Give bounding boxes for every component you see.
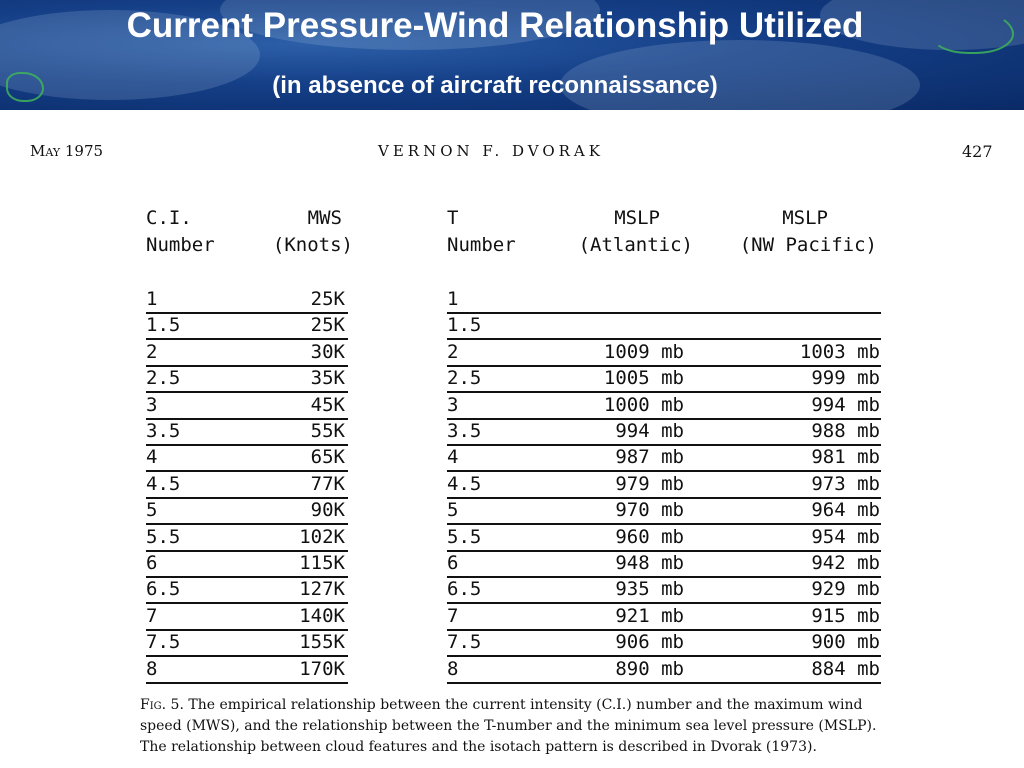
mslp-nw-pacific-header-line1: MSLP bbox=[782, 207, 828, 229]
t-number-cell: 6 bbox=[447, 552, 459, 574]
mslp-nw-pacific-cell: 999 mb bbox=[811, 367, 880, 390]
running-head-author: VERNON F. DVORAK bbox=[378, 142, 604, 160]
ci-number-cell: 5.5 bbox=[146, 525, 181, 548]
mslp-atlantic-cell: 935 mb bbox=[615, 578, 684, 601]
ci-number-cell: 6 bbox=[146, 552, 158, 574]
mslp-atlantic-cell: 987 mb bbox=[615, 446, 684, 469]
mslp-atlantic-header-line1: MSLP bbox=[614, 207, 660, 229]
mws-header-line1: MWS bbox=[307, 207, 342, 229]
t-number-cell: 7.5 bbox=[447, 631, 482, 654]
row-rule bbox=[447, 682, 881, 684]
mws-cell: 170K bbox=[299, 657, 345, 680]
t-number-cell: 3 bbox=[447, 393, 459, 416]
ci-number-cell: 2.5 bbox=[146, 367, 181, 390]
mws-cell: 102K bbox=[299, 525, 345, 548]
t-number-cell: 1 bbox=[447, 288, 459, 310]
mws-cell: 55K bbox=[310, 420, 345, 442]
t-number-cell: 1.5 bbox=[447, 314, 482, 337]
ci-number-cell: 4.5 bbox=[146, 472, 181, 495]
mws-cell: 25K bbox=[310, 314, 345, 337]
ci-number-cell: 1.5 bbox=[146, 314, 181, 337]
ci-number-cell: 3 bbox=[146, 393, 158, 416]
mslp-nw-pacific-cell: 994 mb bbox=[811, 393, 880, 416]
mslp-atlantic-cell: 906 mb bbox=[615, 631, 684, 654]
figure-caption bbox=[140, 695, 890, 758]
t-header-line2: Number bbox=[447, 234, 516, 256]
mslp-nw-pacific-cell: 981 mb bbox=[811, 446, 880, 469]
mslp-nw-pacific-cell: 900 mb bbox=[811, 631, 880, 654]
slide-header bbox=[0, 0, 1024, 110]
t-number-cell: 2.5 bbox=[447, 367, 482, 390]
scanned-page bbox=[0, 110, 1024, 768]
mslp-nw-pacific-cell: 973 mb bbox=[811, 472, 880, 495]
mws-cell: 35K bbox=[310, 367, 345, 390]
mws-cell: 155K bbox=[299, 631, 345, 654]
mslp-atlantic-header-line2: (Atlantic) bbox=[578, 234, 693, 256]
ci-header-line2: Number bbox=[146, 234, 215, 256]
mslp-nw-pacific-cell: 964 mb bbox=[811, 499, 880, 522]
t-number-cell: 6.5 bbox=[447, 578, 482, 601]
mslp-atlantic-cell: 979 mb bbox=[615, 472, 684, 495]
ci-number-cell: 8 bbox=[146, 657, 158, 680]
mws-cell: 115K bbox=[299, 552, 345, 574]
figure-label: Fig. 5. bbox=[140, 697, 184, 713]
ci-number-cell: 2 bbox=[146, 340, 158, 363]
running-head-date: May 1975 bbox=[30, 142, 104, 160]
t-header-line1: T bbox=[447, 207, 459, 229]
mslp-atlantic-cell: 890 mb bbox=[615, 657, 684, 680]
mslp-atlantic-cell: 970 mb bbox=[615, 499, 684, 522]
ci-number-cell: 4 bbox=[146, 446, 158, 469]
mslp-nw-pacific-cell: 1003 mb bbox=[799, 340, 880, 363]
running-head-page-number: 427 bbox=[962, 142, 993, 161]
row-rule bbox=[146, 682, 348, 684]
mslp-nw-pacific-cell: 884 mb bbox=[811, 657, 880, 680]
ci-number-cell: 3.5 bbox=[146, 420, 181, 442]
ci-number-cell: 7.5 bbox=[146, 631, 181, 654]
ci-number-cell: 7 bbox=[146, 604, 158, 627]
mslp-atlantic-cell: 1005 mb bbox=[603, 367, 684, 390]
mslp-nw-pacific-cell: 988 mb bbox=[811, 420, 880, 442]
mslp-atlantic-cell: 1009 mb bbox=[603, 340, 684, 363]
mslp-nw-pacific-cell: 915 mb bbox=[811, 604, 880, 627]
t-number-cell: 2 bbox=[447, 340, 459, 363]
t-number-cell: 3.5 bbox=[447, 420, 482, 442]
mws-cell: 127K bbox=[299, 578, 345, 601]
mslp-nw-pacific-cell: 929 mb bbox=[811, 578, 880, 601]
t-number-cell: 4.5 bbox=[447, 472, 482, 495]
ci-number-cell: 6.5 bbox=[146, 578, 181, 601]
mws-cell: 25K bbox=[310, 288, 345, 310]
t-number-cell: 4 bbox=[447, 446, 459, 469]
mws-cell: 90K bbox=[310, 499, 345, 522]
ci-number-cell: 5 bbox=[146, 499, 158, 522]
slide-subtitle: (in absence of aircraft reconnaissance) bbox=[272, 72, 718, 99]
mslp-nw-pacific-cell: 954 mb bbox=[811, 525, 880, 548]
mslp-atlantic-cell: 960 mb bbox=[615, 525, 684, 548]
t-number-cell: 5.5 bbox=[447, 525, 482, 548]
ci-number-cell: 1 bbox=[146, 288, 158, 310]
ci-header-line1: C.I. bbox=[146, 207, 192, 229]
mslp-nw-pacific-cell: 942 mb bbox=[811, 552, 880, 574]
row-rule bbox=[447, 312, 881, 314]
t-number-cell: 5 bbox=[447, 499, 459, 522]
mws-cell: 77K bbox=[310, 472, 345, 495]
mws-cell: 30K bbox=[310, 340, 345, 363]
mslp-atlantic-cell: 994 mb bbox=[615, 420, 684, 442]
mws-cell: 45K bbox=[310, 393, 345, 416]
mslp-atlantic-cell: 921 mb bbox=[615, 604, 684, 627]
mws-cell: 140K bbox=[299, 604, 345, 627]
mws-cell: 65K bbox=[310, 446, 345, 469]
mws-header-line2: (Knots) bbox=[272, 234, 353, 256]
slide-title: Current Pressure-Wind Relationship Utilized bbox=[126, 6, 864, 45]
mslp-atlantic-cell: 1000 mb bbox=[603, 393, 684, 416]
mslp-nw-pacific-header-line2: (NW Pacific) bbox=[739, 234, 877, 256]
t-number-cell: 8 bbox=[447, 657, 459, 680]
t-number-cell: 7 bbox=[447, 604, 459, 627]
caption-text: The empirical relationship between the current intensity (C.I.) number and the maximum wind speed (MWS), and the relationship between the T-number and the minimum sea level pressure (MSLP). The relationship between cloud features and the isotach pattern is described in Dvorak (1973). bbox=[140, 697, 877, 755]
mslp-atlantic-cell: 948 mb bbox=[615, 552, 684, 574]
